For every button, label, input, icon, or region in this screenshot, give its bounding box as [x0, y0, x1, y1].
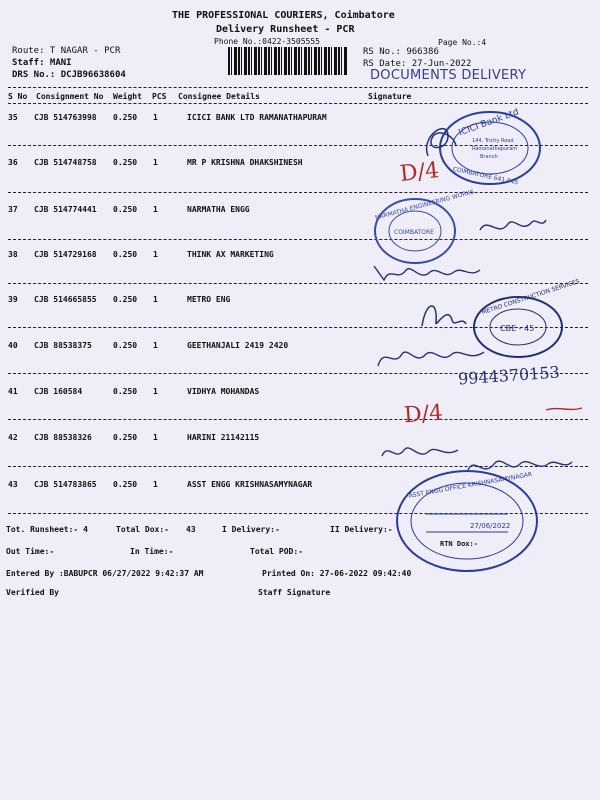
total-dox-value: 43 — [186, 525, 196, 534]
narmatha-stamp-ring: NARMATHA ENGINEERING WORKS — [374, 188, 475, 222]
row-pcs: 1 — [153, 387, 158, 396]
row-weight: 0.250 — [113, 113, 138, 122]
red-mark — [544, 404, 584, 414]
phone-number: Phone No.:0422-3505555 — [214, 37, 320, 46]
company-title: THE PROFESSIONAL COURIERS, Coimbatore — [172, 10, 395, 21]
signature-scribble — [478, 212, 548, 240]
icici-stamp-bottom: COIMBATORE 641 045 — [452, 165, 519, 187]
divider — [8, 283, 588, 284]
row-weight: 0.250 — [113, 295, 138, 304]
rtn-dox: RTN Dox:- — [440, 540, 478, 548]
row-consignment: CJB 514729168 — [34, 250, 97, 259]
row-consignment: CJB 160584 — [34, 387, 83, 396]
icici-stamp-line2: Ramanathapuram — [472, 146, 518, 152]
row-consignee: ICICI BANK LTD RAMANATHAPURAM — [187, 113, 327, 122]
metro-stamp-center: CBE - 45 — [500, 324, 535, 333]
row-consignment: CJB 514665855 — [34, 295, 97, 304]
row-consignment: CJB 88538326 — [34, 433, 92, 442]
out-time: Out Time:- — [6, 547, 55, 556]
barcode — [228, 47, 348, 75]
printed-on: Printed On: 27-06-2022 09:42:40 — [262, 569, 412, 578]
row-consignment: CJB 514783865 — [34, 480, 97, 489]
in-time: In Time:- — [130, 547, 174, 556]
row-sno: 41 — [8, 387, 18, 396]
handwritten-d4: D/4 — [398, 158, 441, 187]
divider — [8, 87, 588, 88]
signature-scribble — [380, 440, 460, 466]
row-pcs: 1 — [153, 113, 158, 122]
row-weight: 0.250 — [113, 250, 138, 259]
row-consignment: CJB 514748758 — [34, 158, 97, 167]
row-sno: 38 — [8, 250, 18, 259]
row-weight: 0.250 — [113, 341, 138, 350]
row-pcs: 1 — [153, 250, 158, 259]
row-sno: 35 — [8, 113, 18, 122]
row-pcs: 1 — [153, 205, 158, 214]
col-consignee: Consignee Details — [178, 92, 260, 101]
page-number: Page No.:4 — [438, 38, 487, 47]
documents-delivery-stamp: DOCUMENTS DELIVERY — [370, 68, 527, 83]
row-consignment: CJB 88538375 — [34, 341, 92, 350]
row-sno: 36 — [8, 158, 18, 167]
tot-runsheet: Tot. Runsheet:- 4 — [6, 525, 88, 534]
row-consignee: NARMATHA ENGG — [187, 205, 250, 214]
row-weight: 0.250 — [113, 387, 138, 396]
row-sno: 37 — [8, 205, 18, 214]
i-delivery: I Delivery:- — [222, 525, 280, 534]
handwritten-phone: 9944370153 — [457, 362, 561, 389]
row-weight: 0.250 — [113, 480, 138, 489]
row-pcs: 1 — [153, 480, 158, 489]
total-pod: Total POD:- — [250, 547, 303, 556]
row-pcs: 1 — [153, 433, 158, 442]
office-stamp-ring: ASST ENGG OFFICE KRISHNASAMYNAGAR — [408, 471, 533, 500]
row-consignee: HARINI 21142115 — [187, 433, 260, 442]
row-pcs: 1 — [153, 341, 158, 350]
row-consignee: GEETHANJALI 2419 2420 — [187, 341, 289, 350]
row-consignee: METRO ENG — [187, 295, 231, 304]
row-consignment: CJB 514763998 — [34, 113, 97, 122]
runsheet-subtitle: Delivery Runsheet - PCR — [216, 24, 355, 35]
icici-stamp-line3: Branch — [480, 154, 498, 160]
icici-stamp-top: ICICI Bank Ltd — [457, 107, 521, 139]
row-consignment: CJB 514774441 — [34, 205, 97, 214]
metro-stamp-ring: METRO CONSTRUCTION SERVICES — [480, 277, 581, 317]
row-pcs: 1 — [153, 295, 158, 304]
staff-signature: Staff Signature — [258, 588, 331, 597]
col-consignment: Consignment No — [36, 92, 104, 101]
handwritten-d4: D/4 — [403, 400, 444, 429]
rs-number: RS No.: 966386 — [363, 47, 439, 57]
office-stamp-date: 27/06/2022 — [470, 522, 511, 530]
row-sno: 43 — [8, 480, 18, 489]
icici-stamp-line1: 144, Trichy Road — [472, 138, 514, 144]
row-consignee: MR P KRISHNA DHAKSHINESH — [187, 158, 303, 167]
row-weight: 0.250 — [113, 158, 138, 167]
divider — [8, 103, 588, 104]
row-sno: 40 — [8, 341, 18, 350]
signature-scribble — [418, 296, 468, 336]
ii-delivery: II Delivery:- — [330, 525, 393, 534]
verified-by: Verified By — [6, 588, 59, 597]
row-pcs: 1 — [153, 158, 158, 167]
col-sno: S No — [8, 92, 28, 101]
total-dox-label: Total Dox:- — [116, 525, 169, 534]
row-consignee: ASST ENGG KRISHNASAMYNAGAR — [187, 480, 313, 489]
row-weight: 0.250 — [113, 433, 138, 442]
divider — [8, 419, 588, 420]
row-sno: 39 — [8, 295, 18, 304]
rs-date: RS Date: 27-Jun-2022 — [363, 59, 472, 69]
asst-engg-office-stamp — [392, 466, 542, 576]
row-consignee: VIDHYA MOHANDAS — [187, 387, 260, 396]
divider — [8, 192, 588, 193]
row-sno: 42 — [8, 433, 18, 442]
narmatha-engg-stamp — [372, 188, 475, 266]
row-consignee: THINK AX MARKETING — [187, 250, 274, 259]
route-label: Route: T NAGAR - PCR — [12, 46, 121, 56]
row-weight: 0.250 — [113, 205, 138, 214]
col-pcs: PCS — [152, 92, 167, 101]
staff-label: Staff: MANI — [12, 58, 72, 68]
signature-scribble — [372, 260, 482, 286]
entered-by: Entered By :BABUPCR 06/27/2022 9:42:37 AM — [6, 569, 204, 578]
col-signature: Signature — [368, 92, 412, 101]
narmatha-stamp-center: COIMBATORE — [394, 229, 434, 236]
drs-number: DRS No.: DCJB96638604 — [12, 70, 126, 80]
col-weight: Weight — [113, 92, 142, 101]
